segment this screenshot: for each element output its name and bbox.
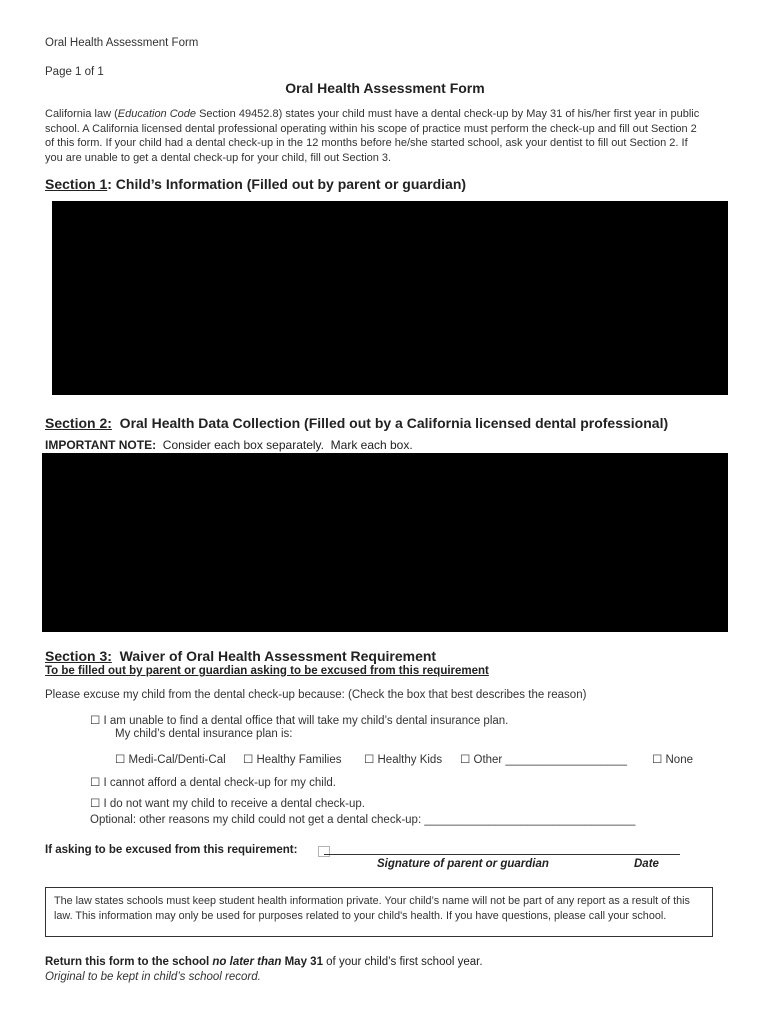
- date-label: Date: [634, 858, 659, 870]
- checkbox-option-cannot-afford[interactable]: ☐ I cannot afford a dental check-up for my child.: [90, 777, 336, 789]
- checkbox-plan-other[interactable]: ☐ Other ___________________: [460, 754, 627, 766]
- section3-subtitle: To be filled out by parent or guardian asking to be excused from this requirement: [45, 665, 489, 677]
- original-record-note: Original to be kept in child’s school record.: [45, 971, 261, 983]
- document-title: Oral Health Assessment Form: [285, 80, 485, 96]
- section1-heading: [45, 176, 466, 192]
- section3-heading: [45, 648, 436, 664]
- return-deadline-emphasis: no later than: [212, 956, 282, 968]
- section1-redacted-area: [52, 201, 728, 395]
- section2-heading: [45, 415, 668, 431]
- page-number: Page 1 of 1: [45, 66, 104, 78]
- optional-reason-field[interactable]: Optional: other reasons my child could not get a dental check-up: _________________________________: [90, 814, 636, 826]
- section2-title: Oral Health Data Collection (Filled out by a California licensed dental professional): [111, 415, 669, 431]
- signature-line[interactable]: [324, 854, 680, 855]
- checkbox-plan-medi-cal[interactable]: ☐ Medi-Cal/Denti-Cal: [115, 754, 226, 766]
- important-note-label: IMPORTANT NOTE:: [45, 438, 157, 452]
- waiver-instruction: Please excuse my child from the dental check-up because: (Check the box that best describes the reason): [45, 689, 587, 701]
- checkbox-option-do-not-want[interactable]: ☐ I do not want my child to receive a dental check-up.: [90, 798, 365, 810]
- return-date: May 31: [281, 956, 323, 968]
- checkbox-plan-healthy-kids[interactable]: ☐ Healthy Kids: [364, 754, 443, 766]
- signature-prompt: If asking to be excused from this requirement:: [45, 844, 298, 856]
- intro-paragraph: [45, 107, 705, 165]
- signature-label: Signature of parent or guardian: [377, 858, 549, 870]
- section1-title: : Child’s Information (Filled out by parent or guardian): [107, 176, 467, 192]
- checkbox-option-no-dental-office[interactable]: ☐ I am unable to find a dental office that will take my child’s dental insurance plan.: [90, 715, 509, 727]
- intro-text-rest: Section 49452.8) states your child must have a dental check-up by May 31 of his/her first year in public school. A California licensed dental professional operating within his scope of practice must perform the check-up and fill out Section 2 of this form. If your child had a dental check-up in the 12 months before he/she started school, ask your dentist to fill out Section 2. If you are unable to get a dental check-up for your child, fill out Section 3.: [45, 108, 700, 164]
- checkbox-plan-healthy-families[interactable]: ☐ Healthy Families: [243, 754, 342, 766]
- section2-redacted-area: [42, 453, 728, 632]
- signature-box-icon: ⃞: [318, 845, 331, 859]
- insurance-plan-label: My child’s dental insurance plan is:: [115, 728, 293, 740]
- privacy-notice: The law states schools must keep student health information private. Your child’s name will not be part of any report as a result of this law. This information may only be used for purposes related to your child's health. If you have questions, please call your school.: [45, 887, 713, 937]
- section3-label: Section 3:: [45, 648, 112, 664]
- education-code-reference: Education Code: [117, 108, 197, 120]
- running-header: Oral Health Assessment Form: [45, 37, 199, 49]
- section1-label: Section 1: [45, 176, 108, 192]
- important-note: [45, 438, 413, 452]
- section2-label: Section 2:: [45, 415, 112, 431]
- return-instruction: [45, 956, 483, 968]
- important-note-text: Consider each box separately. Mark each box.: [156, 438, 413, 452]
- intro-text-start: California law (: [45, 108, 118, 120]
- return-text-end: of your child’s first school year.: [322, 956, 483, 968]
- return-text-start: Return this form to the school: [45, 956, 213, 968]
- checkbox-plan-none[interactable]: ☐ None: [652, 754, 693, 766]
- section3-title: Waiver of Oral Health Assessment Requirement: [111, 648, 437, 664]
